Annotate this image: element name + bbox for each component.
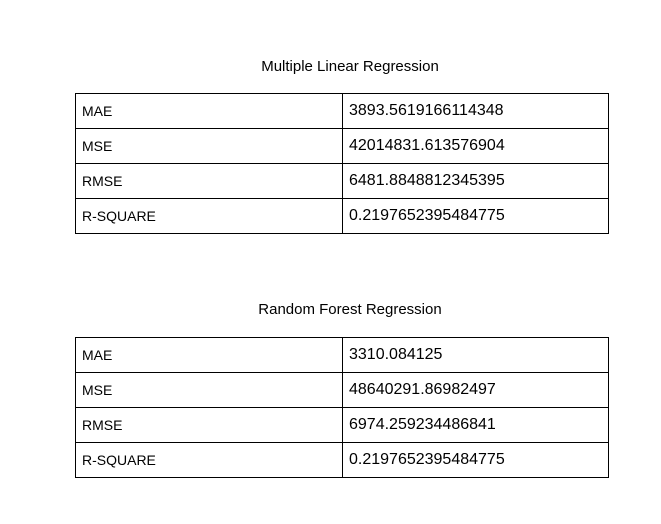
random-forest-title: Random Forest Regression <box>258 301 442 318</box>
table-row <box>76 373 609 408</box>
linear-regression-title: Multiple Linear Regression <box>261 58 439 75</box>
metric-value-cell: 3893.5619166114348 <box>343 94 609 129</box>
metric-name-cell: MSE <box>76 373 343 408</box>
metric-name-cell: MAE <box>76 338 343 373</box>
table-row <box>76 338 609 373</box>
metric-name-cell: RMSE <box>76 408 343 443</box>
metric-name-cell: R-SQUARE <box>76 443 343 478</box>
metric-value-cell: 48640291.86982497 <box>343 373 609 408</box>
table-row <box>76 199 609 234</box>
metric-value-cell: 3310.084125 <box>343 338 609 373</box>
metric-value-cell: 42014831.613576904 <box>343 129 609 164</box>
metric-value-cell: 0.2197652395484775 <box>343 443 609 478</box>
metric-value-cell: 0.2197652395484775 <box>343 199 609 234</box>
table-row <box>76 129 609 164</box>
metric-name-cell: RMSE <box>76 164 343 199</box>
metric-value-cell: 6481.8848812345395 <box>343 164 609 199</box>
random-forest-metrics-table <box>75 337 609 478</box>
metric-value-cell: 6974.259234486841 <box>343 408 609 443</box>
metric-name-cell: MAE <box>76 94 343 129</box>
table-row <box>76 164 609 199</box>
metric-name-cell: R-SQUARE <box>76 199 343 234</box>
table-row <box>76 94 609 129</box>
table-row <box>76 408 609 443</box>
table-row <box>76 443 609 478</box>
linear-regression-metrics-table <box>75 93 609 234</box>
metric-name-cell: MSE <box>76 129 343 164</box>
